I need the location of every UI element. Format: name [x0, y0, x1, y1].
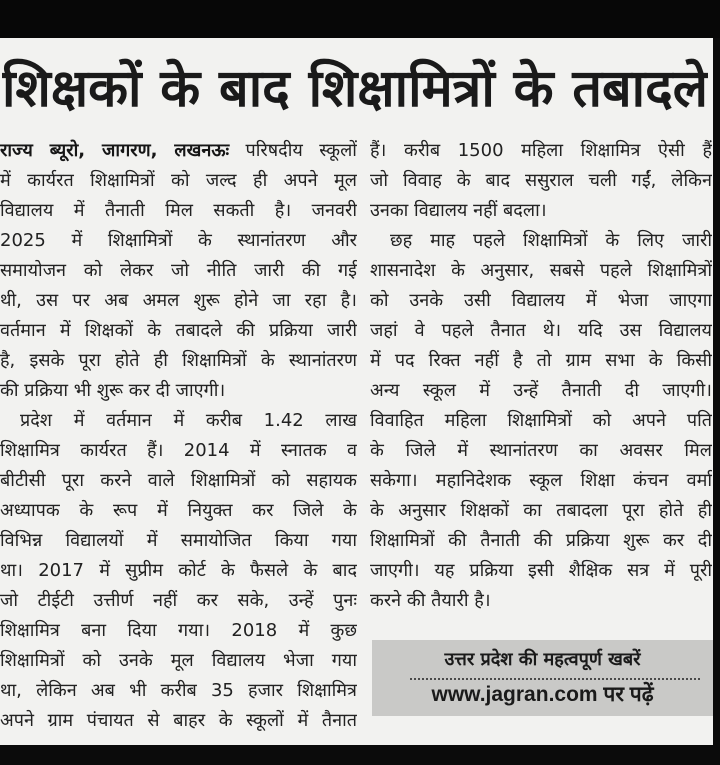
article-line: अन्य स्कूल में उन्हें तैनाती दी जाएगी।	[370, 380, 712, 401]
article-line: शिक्षामित्र कार्यरत हैं। 2014 में स्नातक व	[0, 440, 357, 461]
article-line: समायोजन को लेकर जो नीति जारी की गई	[0, 260, 357, 281]
paragraph	[0, 136, 357, 406]
article-line: उनका विद्यालय नहीं बदला।	[370, 200, 547, 221]
article-line: शासनादेश के अनुसार, सबसे पहले शिक्षामित्रों	[370, 260, 712, 281]
article-line: जहां वे पहले तैनात थे। यदि उस विद्यालय	[370, 320, 712, 341]
headline: शिक्षकों के बाद शिक्षामित्रों के तबादले	[2, 59, 708, 119]
article-line: अपने ग्राम पंचायत से बाहर के स्कूलों में तैनात	[0, 710, 357, 731]
article-line: विद्यालय में तैनाती मिल सकती है। जनवरी	[0, 200, 357, 221]
paragraph	[370, 226, 712, 616]
article-line: हैं। करीब 1500 महिला शिक्षामित्र ऐसी हैं	[370, 140, 712, 161]
article-line: बीटीसी पूरा करने वाले शिक्षामित्रों को सहायक	[0, 470, 357, 491]
article-line: विवाहित महिला शिक्षामित्रों को अपने पति	[370, 410, 712, 431]
opening-line	[0, 136, 357, 166]
article-line: शिक्षामित्र बना दिया गया। 2018 में कुछ	[0, 620, 357, 641]
article-line: करने की तैयारी है।	[370, 590, 491, 611]
article-line: था। 2017 में सुप्रीम कोर्ट के फैसले के बाद	[0, 560, 357, 581]
article-line: विभिन्न विद्यालयों में समायोजित किया गया	[0, 530, 357, 551]
article-line: था, लेकिन अब भी करीब 35 हजार शिक्षामित्र	[0, 680, 357, 701]
newspaper-page	[0, 38, 713, 745]
paragraph	[370, 136, 712, 226]
article-line: को उनके उसी विद्यालय में भेजा जाएगा	[370, 290, 712, 311]
promo-box	[372, 640, 713, 716]
left-column	[0, 136, 357, 736]
article-line: के अनुसार शिक्षकों का तबादला पूरा होते ही	[370, 500, 712, 521]
article-line: प्रदेश में वर्तमान में करीब 1.42 लाख	[20, 410, 357, 431]
paragraph	[0, 406, 357, 736]
promo-title: उत्तर प्रदेश की महत्वपूर्ण खबरें	[444, 649, 641, 670]
article-line: छह माह पहले शिक्षामित्रों के लिए जारी	[390, 230, 712, 251]
byline: राज्य ब्यूरो, जागरण, लखनऊः	[0, 140, 230, 161]
article-line: 2025 में शिक्षामित्रों के स्थानांतरण और	[0, 230, 357, 251]
article-line: शिक्षामित्रों को उनके मूल विद्यालय भेजा गया	[0, 650, 357, 671]
opening-line-text: परिषदीय स्कूलों	[245, 140, 357, 161]
article-line: थी, उस पर अब अमल शुरू होने जा रहा है।	[0, 290, 357, 311]
article-line: शिक्षामित्रों की तैनाती की प्रक्रिया शुरू कर दी	[370, 530, 712, 551]
article-line: जो टीईटी उत्तीर्ण नहीं कर सके, उन्हें पुनः	[0, 590, 357, 611]
article-line: वर्तमान में शिक्षकों के तबादले की प्रक्रिया जारी	[0, 320, 357, 341]
article-line: की प्रक्रिया भी शुरू कर दी जाएगी।	[0, 380, 226, 401]
article-line: जाएगी। यह प्रक्रिया इसी शैक्षिक सत्र में पूरी	[370, 560, 712, 581]
promo-divider	[410, 678, 700, 680]
article-line: है, इसके पूरा होते ही शिक्षामित्रों के स्थानांतरण	[0, 350, 357, 371]
article-line: अध्यापक के रूप में नियुक्त कर जिले के	[0, 500, 357, 521]
right-column	[370, 136, 712, 616]
article-line: जो विवाह के बाद ससुराल चली गईं, लेकिन	[370, 170, 712, 191]
top-border	[0, 0, 720, 38]
article-line: में कार्यरत शिक्षामित्रों को जल्द ही अपने मूल	[0, 170, 357, 191]
promo-link-text: www.jagran.com पर पढ़ें	[431, 683, 654, 706]
article-line: के जिले में स्थानांतरण का अवसर मिल	[370, 440, 712, 461]
article-line: सकेगा। महानिदेशक स्कूल शिक्षा कंचन वर्मा	[370, 470, 712, 491]
article-line: में पद रिक्त नहीं है तो ग्राम सभा के किसी	[370, 350, 712, 371]
